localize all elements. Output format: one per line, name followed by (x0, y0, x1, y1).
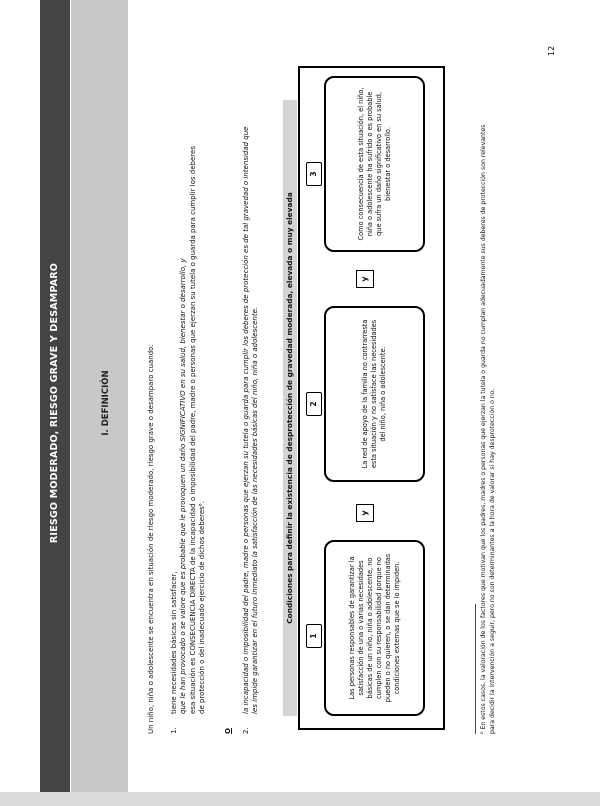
item-1-line-1: tiene necesidades básicas sin satisfacer, (170, 571, 178, 714)
footnote-rule (475, 604, 476, 734)
footnote-line-2: para decidir la intervención a seguir, pero no son determinantes a la hora de valorar si hay desprotección o no. (488, 388, 496, 734)
connector-and-1: y (356, 504, 374, 522)
viewer-bottom-strip (0, 792, 600, 806)
item-1-line-3: esa situación es CONSECUENCIA DIRECTA de la incapacidad o imposibilidad del padre, madre o personas que ejerzan su tutela o guarda para cumplir los deberes (188, 146, 197, 714)
condition-3-box (324, 76, 425, 252)
list-item-2 (242, 74, 261, 734)
diagram-caption-bar (283, 100, 297, 716)
diagram-caption: Condiciones para definir la existencia de desprotección de gravedad moderada, elevada o muy elevada (285, 192, 294, 624)
section-title: I. DEFINICIÓN (101, 370, 111, 436)
item-1-line-2: que le han provocado o se valore que es probable que le provoquen un daño SIGNIFICATIVO en su salud, bienestar o desarrollo, y (179, 258, 188, 714)
item-2-line-1: la incapacidad o imposibilidad del padre, madre o personas que ejerzan su tutela o guarda para cumplir los deberes de protección es de tal gravedad o intensidad que (242, 126, 250, 714)
section-banner (71, 0, 128, 806)
item-2-line-2: les impide garantizar en el futuro inmediato la satisfacción de las necesidades básicas del niño, niña o adolescente. (251, 306, 260, 714)
conditions-diagram (298, 66, 445, 730)
connector-and-2: y (356, 270, 374, 288)
item-2-number: 2. (242, 727, 250, 734)
footnote-line-1: ⁶ En estos casos, la valoración de los factores que motivan que los padres, madres o personas que ejerzan la tutela o guarda no cumplan adecuadamente sus deberes de protección son relevantes (480, 124, 487, 734)
condition-2-number: 2 (306, 392, 322, 416)
item-1-number: 1. (170, 727, 178, 734)
footnote (480, 64, 497, 734)
page-title: RIESGO MODERADO, RIESGO GRAVE Y DESAMPARO (49, 262, 60, 544)
intro-text: Un niño, niña o adolescente se encuentra en situación de riesgo moderado, riesgo grave o desamparo cuando: (147, 344, 155, 734)
condition-3-number: 3 (306, 162, 322, 186)
item-1-line-4: de protección o del inadecuado ejercicio de dichos deberes⁶. (198, 501, 207, 714)
condition-2-text: La red de apoyo de la familia no contrarresta esta situación y no satisface las necesidades del niño, niña o adolescente. (361, 319, 387, 469)
condition-2-box (324, 306, 425, 482)
condition-1-number: 1 (306, 624, 322, 648)
or-separator: O (224, 728, 232, 734)
page-number: 12 (547, 45, 556, 56)
header-banner (40, 0, 70, 806)
condition-1-text: Las personas responsables de garantizar la satisfacción de una o varias necesidades básicas de un niño, niña o adolescente, no cumplen con su responsabilidad porque no pueden o no quieren, o se dan determinadas condiciones externas que se lo impiden. (347, 553, 401, 703)
condition-3-text: Como consecuencia de esta situación, el niño, niña o adolescente ha sufrido o es probable que sufra un daño significativo en su salud, bienestar o desarrollo. (356, 87, 392, 241)
list-item-1 (170, 74, 208, 734)
condition-1-box (324, 540, 425, 716)
